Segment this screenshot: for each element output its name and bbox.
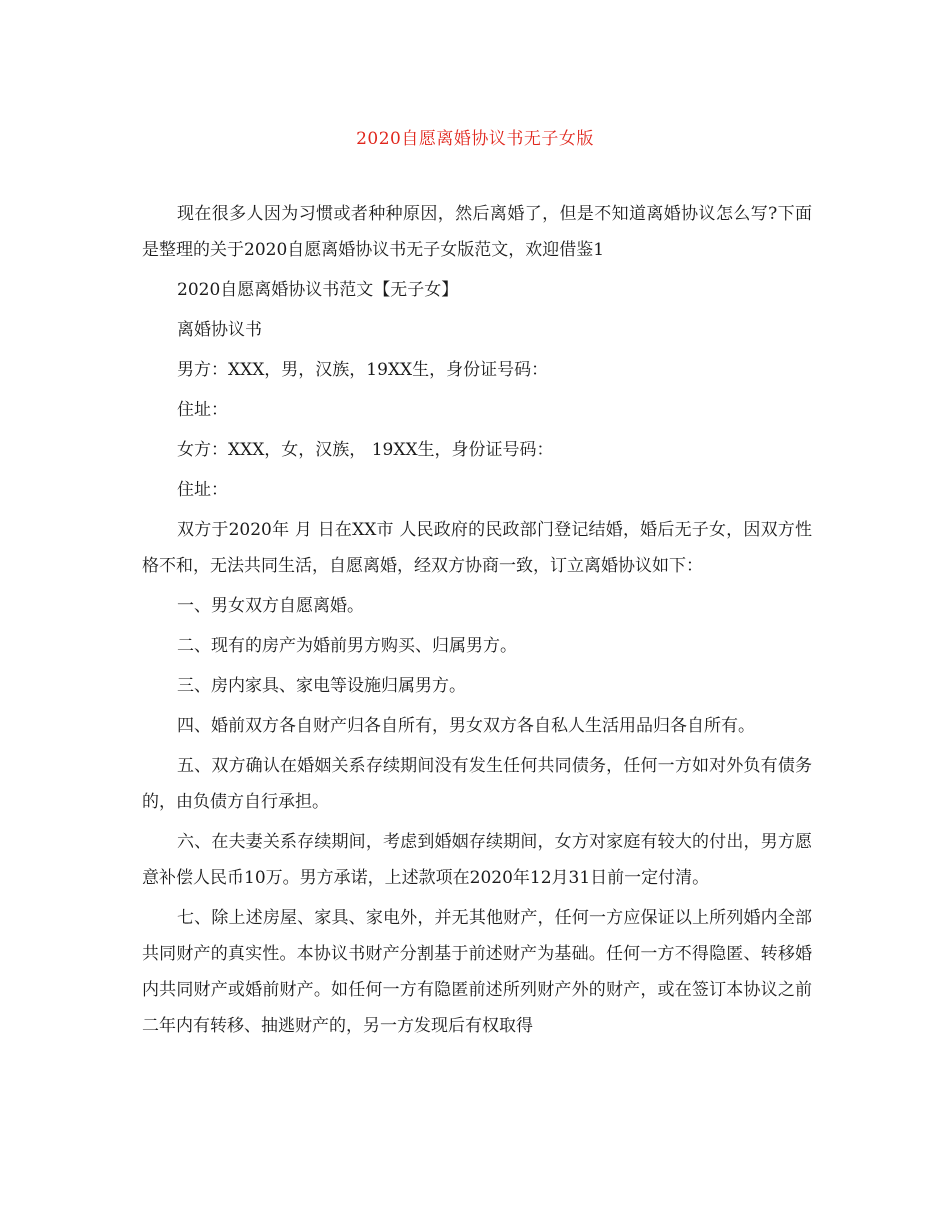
female-address: 住址： — [177, 480, 228, 500]
clause-3: 三、房内家具、家电等设施归属男方。 — [177, 676, 466, 696]
male-address: 住址： — [177, 400, 228, 420]
intro-paragraph: 现在很多人因为习惯或者种种原因，然后离婚了，但是不知道离婚协议怎么写?下面是整理的关于2020自愿离婚协议书无子女版范文，欢迎借鉴1 — [142, 204, 812, 260]
agreement-name: 离婚协议书 — [177, 320, 262, 340]
clause-4: 四、婚前双方各自财产归各自所有，男女双方各自私人生活用品归各自所有。 — [177, 716, 755, 736]
clause-1: 一、男女双方自愿离婚。 — [177, 596, 364, 616]
clause-7: 七、除上述房屋、家具、家电外，并无其他财产，任何一方应保证以上所列婚内全部共同财产的真实性。本协议书财产分割基于前述财产为基础。任何一方不得隐匿、转移婚内共同财产或婚前财产。如任何一方有隐匿前述所列财产外的财产，或在签订本协议之前二年内有转移、抽逃财产的，另一方发现后有权取得 — [142, 908, 812, 1036]
subheading: 2020自愿离婚协议书范文【无子女】 — [177, 280, 459, 300]
female-party-info: 女方：XXX，女，汉族， 19XX生，身份证号码： — [177, 440, 554, 460]
clause-2: 二、现有的房产为婚前男方购买、归属男方。 — [177, 636, 517, 656]
clause-6: 六、在夫妻关系存续期间，考虑到婚姻存续期间，女方对家庭有较大的付出，男方愿意补偿人民币10万。男方承诺，上述款项在2020年12月31日前一定付清。 — [142, 832, 812, 888]
document-title: 2020自愿离婚协议书无子女版 — [356, 129, 594, 149]
preamble-paragraph: 双方于2020年 月 日在XX市 人民政府的民政部门登记结婚，婚后无子女，因双方性格不和，无法共同生活，自愿离婚，经双方协商一致，订立离婚协议如下： — [142, 520, 812, 576]
male-party-info: 男方：XXX，男，汉族，19XX生，身份证号码： — [177, 360, 549, 380]
clause-5: 五、双方确认在婚姻关系存续期间没有发生任何共同债务，任何一方如对外负有债务的，由负债方自行承担。 — [142, 756, 812, 812]
document-body — [142, 196, 812, 1048]
